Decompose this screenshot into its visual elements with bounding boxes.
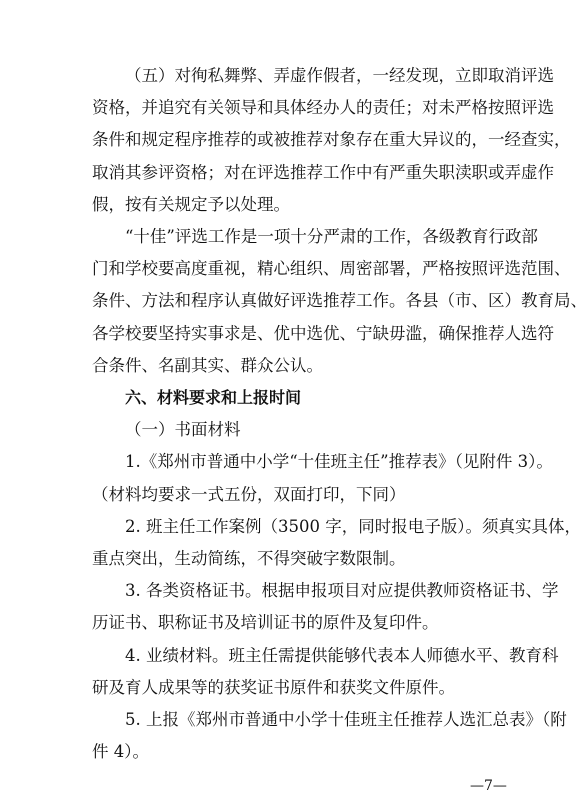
subheading-written-materials: （一）书面材料 xyxy=(125,420,241,440)
item-1-line-2: （材料均要求一式五份，双面打印，下同） xyxy=(92,484,406,504)
paragraph-5-line-4: 取消其参评资格；对在评选推荐工作中有严重失职渎职或弄虚作 xyxy=(92,162,554,182)
item-4-line-2: 研及育人成果等的获奖证书原件和获奖文件原件。 xyxy=(92,677,455,697)
paragraph-5-line-1: （五）对徇私舞弊、弄虚作假者，一经发现，立即取消评选 xyxy=(125,66,554,85)
item-3-line-1: 3. 各类资格证书。根据申报项目对应提供教师资格证书、学 xyxy=(125,581,559,601)
page-number: —7— xyxy=(470,778,507,795)
paragraph-5-line-3: 条件和规定程序推荐的或被推荐对象存在重大异议的，一经查实， xyxy=(92,130,571,150)
paragraph-ten-best-line-5: 合条件、名副其实、群众公认。 xyxy=(92,355,323,375)
item-4-line-1: 4. 业绩材料。班主任需提供能够代表本人师德水平、教育科 xyxy=(125,645,559,665)
paragraph-5-line-5: 假，按有关规定予以处理。 xyxy=(92,194,290,214)
paragraph-ten-best-line-2: 门和学校要高度重视，精心组织、周密部署，严格按照评选范围、 xyxy=(92,259,571,279)
item-5-line-1: 5. 上报《郑州市普通中小学十佳班主任推荐人选汇总表》（附 xyxy=(125,710,567,729)
item-5-line-2: 件 4）。 xyxy=(92,742,149,762)
paragraph-5-line-2: 资格，并追究有关领导和具体经办人的责任；对未严格按照评选 xyxy=(92,98,554,118)
item-2-line-2: 重点突出，生动简练，不得突破字数限制。 xyxy=(92,549,406,568)
item-2-line-1: 2. 班主任工作案例（3500 字，同时报电子版）。须真实具体， xyxy=(125,516,581,536)
section-heading-6: 六、材料要求和上报时间 xyxy=(125,388,302,407)
item-3-line-2: 历证书、职称证书及培训证书的原件及复印件。 xyxy=(92,613,439,633)
paragraph-ten-best-line-1: “十佳”评选工作是一项十分严肃的工作，各级教育行政部 xyxy=(125,227,538,246)
paragraph-ten-best-line-4: 各学校要坚持实事求是、优中选优、宁缺毋滥，确保推荐人选符 xyxy=(92,323,554,343)
item-1-line-1: 1.《郑州市普通中小学“十佳班主任”推荐表》（见附件 3）。 xyxy=(125,452,553,472)
paragraph-ten-best-line-3: 条件、方法和程序认真做好评选推荐工作。各县（市、区）教育局、 xyxy=(92,291,587,311)
